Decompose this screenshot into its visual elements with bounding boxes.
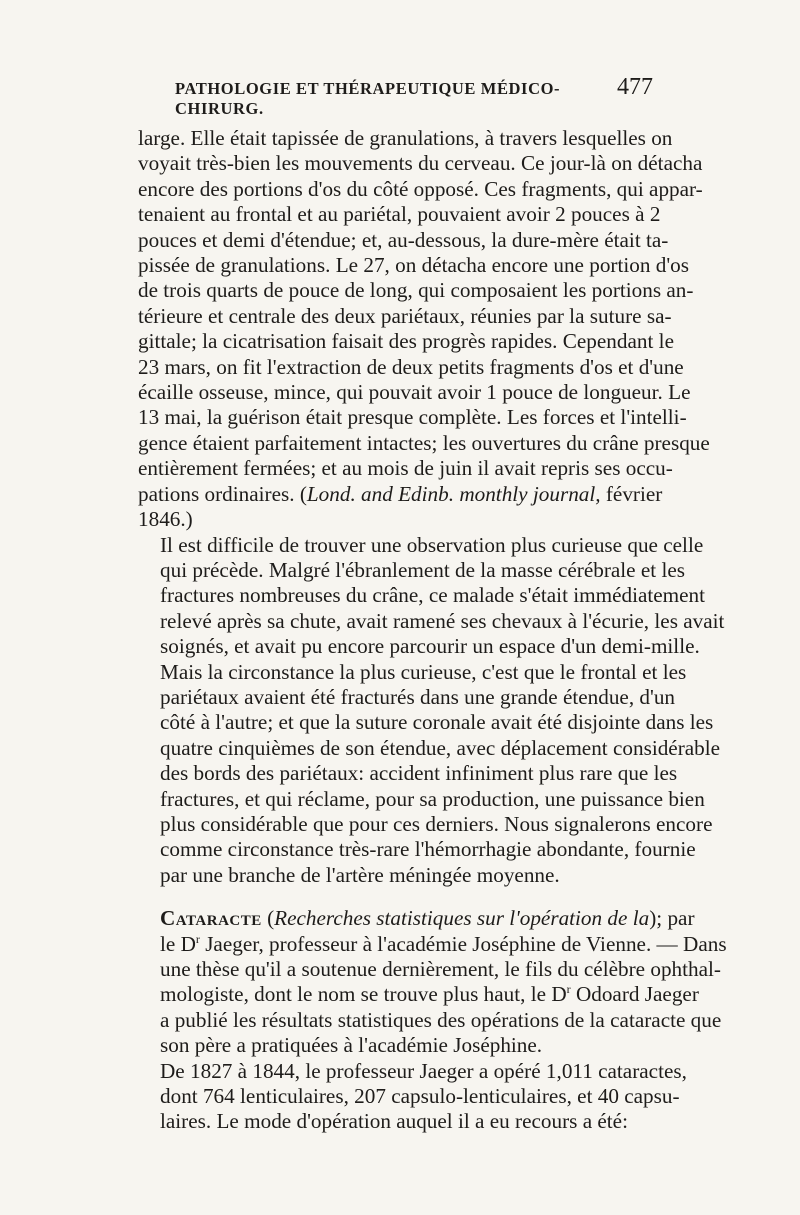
text-line: de trois quarts de pouce de long, qui composaient les portions an-: [138, 278, 694, 303]
text-line: encore des portions d'os du côté opposé. Ces fragments, qui appar-: [138, 176, 703, 201]
text-line: 13 mai, la guérison était presque complète. Les forces et l'intelli-: [138, 405, 687, 430]
text-line: quatre cinquièmes de son étendue, avec déplacement considérable: [160, 735, 721, 760]
article-title: Recherches statistiques sur l'opération de la: [274, 906, 650, 931]
text-line: laires. Le mode d'opération auquel il a eu recours a été:: [160, 1109, 628, 1134]
text-line: Mais la circonstance la plus curieuse, c'est que le frontal et les: [160, 659, 687, 684]
superscript: r: [195, 931, 200, 946]
text-line: qui précède. Malgré l'ébranlement de la masse cérébrale et les: [160, 557, 686, 582]
text-line: Il est difficile de trouver une observation plus curieuse que celle: [160, 532, 704, 557]
text-line: entièrement fermées; et au mois de juin il avait repris ses occu-: [138, 456, 673, 481]
text-fragment: pations ordinaires. (: [138, 481, 307, 506]
paragraph-cataracte: [138, 906, 727, 1058]
text-line: comme circonstance très-rare l'hémorrhagie abondante, fournie: [160, 837, 696, 862]
running-title: PATHOLOGIE ET THÉRAPEUTIQUE MÉDICO-CHIRURG.: [175, 79, 561, 118]
text-line: [138, 982, 699, 1007]
paragraph-case-continuation: [138, 126, 710, 533]
text-line: large. Elle était tapissée de granulations, à travers lesquelles on: [138, 126, 673, 150]
text-line: a publié les résultats statistiques des opérations de la cataracte que: [160, 1007, 722, 1032]
text-line: térieure et centrale des deux pariétaux, réunies par la suture sa-: [138, 303, 672, 328]
text-fragment: Jaeger, professeur à l'académie Joséphine de Vienne. — Dans: [199, 931, 727, 956]
running-header: [175, 74, 653, 118]
text-line: [138, 931, 727, 957]
text-line: par une branche de l'artère méningée moyenne.: [160, 862, 560, 887]
text-line: tenaient au frontal et au pariétal, pouvaient avoir 2 pouces à 2: [138, 202, 661, 227]
text-line: soignés, et avait pu encore parcourir un espace d'un demi-mille.: [160, 634, 700, 659]
paragraph-statistics: [138, 1058, 687, 1135]
text-line: 1846.): [138, 507, 193, 532]
text-line: gittale; la cicatrisation faisait des progrès rapides. Cependant le: [138, 329, 674, 354]
text-fragment: Odoard Jaeger: [570, 982, 699, 1007]
text-line: fractures, et qui réclame, pour sa production, une puissance bien: [160, 786, 705, 811]
text-line: des bords des pariétaux: accident infiniment plus rare que les: [160, 761, 678, 786]
section-spacer: [138, 888, 652, 906]
superscript: r: [566, 982, 571, 997]
section-heading: Cataracte: [160, 906, 262, 931]
text-line: pariétaux avaient été fracturés dans une grande étendue, d'un: [160, 684, 676, 709]
text-line: relevé après sa chute, avait ramené ses chevaux à l'écurie, les avait: [160, 608, 725, 633]
text-fragment: (: [261, 906, 275, 931]
text-line: plus considérable que pour ces derniers. Nous signalerons encore: [160, 811, 713, 836]
text-line: pouces et demi d'étendue; et, au-dessous, la dure-mère était ta-: [138, 227, 669, 252]
text-fragment: le D: [160, 931, 196, 956]
text-line: écaille osseuse, mince, qui pouvait avoir 1 pouce de longueur. Le: [138, 380, 691, 405]
text-line: côté à l'autre; et que la suture coronale avait été disjointe dans les: [160, 710, 714, 735]
text-fragment: février: [600, 481, 663, 506]
text-fragment: ); par: [649, 906, 695, 931]
text-line: dont 764 lenticulaires, 207 capsulo-lenticulaires, et 40 capsu-: [160, 1084, 680, 1109]
text-line: son père a pratiquées à l'académie Joséphine.: [160, 1033, 543, 1058]
text-line: 23 mars, on fit l'extraction de deux petits fragments d'os et d'une: [138, 354, 684, 379]
body-text: [138, 126, 727, 1135]
text-line: De 1827 à 1844, le professeur Jaeger a opéré 1,011 cataractes,: [160, 1058, 687, 1083]
text-line: [138, 906, 695, 931]
citation-journal: Lond. and Edinb. monthly journal,: [306, 481, 601, 506]
text-line: une thèse qu'il a soutenue dernièrement, le fils du célèbre ophthal-: [160, 957, 721, 981]
text-line: voyait très-bien les mouvements du cerveau. Ce jour-là on détacha: [138, 151, 703, 176]
text-fragment: mologiste, dont le nom se trouve plus haut, le D: [160, 982, 567, 1007]
paragraph-commentary: [138, 532, 725, 889]
text-line: fractures nombreuses du crâne, ce malade s'était immédiatement: [160, 583, 706, 608]
text-line: [138, 481, 663, 507]
text-line: pissée de granulations. Le 27, on détacha encore une portion d'os: [138, 253, 689, 278]
text-line: gence étaient parfaitement intactes; les ouvertures du crâne presque: [138, 430, 710, 455]
page-number: 477: [617, 74, 653, 100]
